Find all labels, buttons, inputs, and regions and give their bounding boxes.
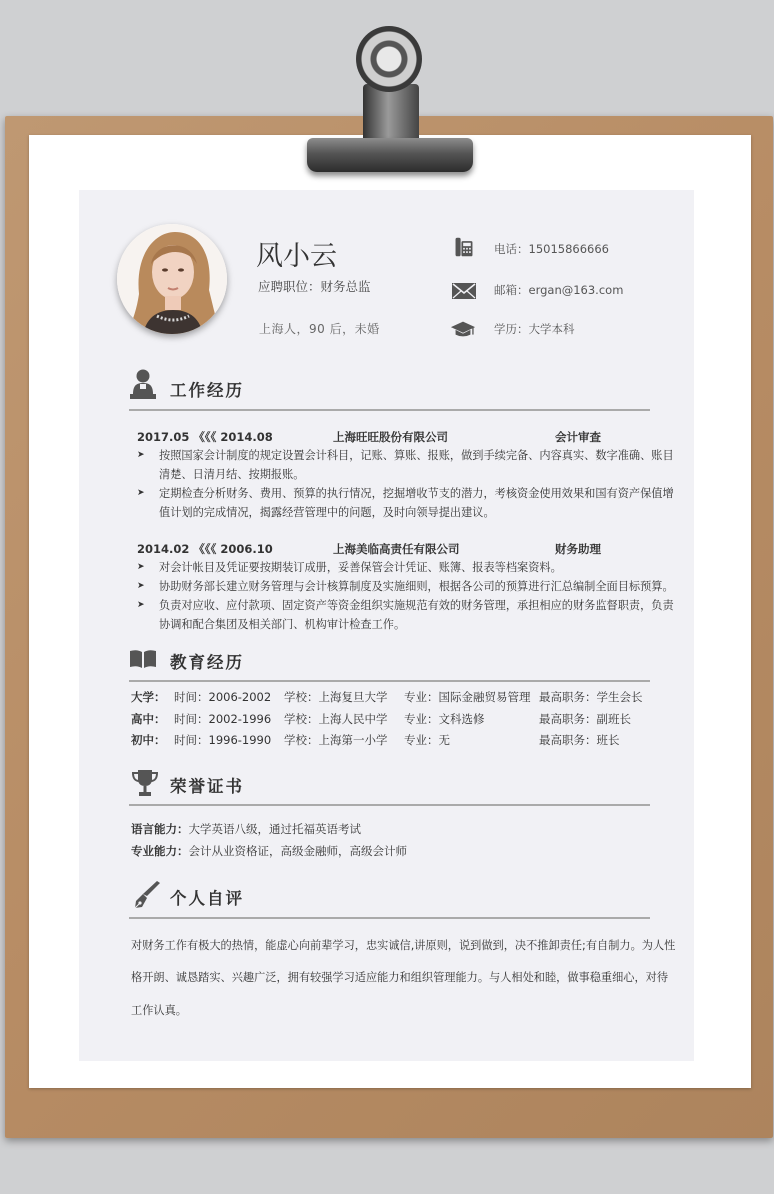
job-duty-line: 清楚、日清月结、按期报账。 xyxy=(159,468,305,481)
honors-section-title: 荣誉证书 xyxy=(170,777,244,796)
edu-school: 学校：上海人民中学 xyxy=(284,712,388,726)
edu-major: 专业：无 xyxy=(404,733,450,747)
trophy-icon xyxy=(131,768,159,798)
edu-school: 学校：上海复旦大学 xyxy=(284,690,388,704)
job-duty-line: 值计划的完成情况，揭露经营管理中的问题，及时向领导提出建议。 xyxy=(159,506,495,519)
edu-duty: 最高职务：副班长 xyxy=(539,712,631,726)
self-eval-line: 格开朗、诚恳踏实、兴趣广泛，拥有较强学习适应能力和组织管理能力。与人相处和睦，做事稳重细心，对待 xyxy=(131,971,669,984)
education-divider xyxy=(129,680,650,682)
self-eval-divider xyxy=(129,917,650,919)
edu-level: 初中： xyxy=(131,733,166,747)
bullet-arrow-icon: ➤ xyxy=(137,450,145,460)
edu-time: 时间：1996-1990 xyxy=(174,733,272,747)
work-divider xyxy=(129,409,650,411)
pen-nib-icon xyxy=(133,880,163,910)
binder-clip-neck xyxy=(363,84,419,146)
edu-major: 专业：文科选修 xyxy=(404,712,485,726)
job-duty-line: 对会计帐目及凭证要按期装订成册，妥善保管会计凭证、账簿、报表等档案资料。 xyxy=(159,561,562,574)
avatar-photo xyxy=(117,224,227,334)
job-period: 2017.05 《《《 2014.08 xyxy=(137,430,273,444)
education-text: 学历：大学本科 xyxy=(494,322,575,336)
binder-clip xyxy=(307,138,473,172)
edu-school: 学校：上海第一小学 xyxy=(284,733,388,747)
job-duty-line: 协调和配合集团及相关部门、机构审计检查工作。 xyxy=(159,618,406,631)
job-duty-line: 负责对应收、应付款项、固定资产等资金组织实施规范有效的财务管理，承担相应的财务监督职责，负责 xyxy=(159,599,674,612)
phone-text: 电话：15015866666 xyxy=(494,242,609,256)
self-eval-line: 工作认真。 xyxy=(131,1004,187,1017)
edu-duty: 最高职务：学生会长 xyxy=(539,690,643,704)
language-label: 语言能力： xyxy=(131,822,189,836)
target-position: 应聘职位：财务总监 xyxy=(258,279,371,294)
education-section-title: 教育经历 xyxy=(170,653,244,672)
edu-time: 时间：2006-2002 xyxy=(174,690,272,704)
professional-ability xyxy=(131,843,407,859)
worker-icon xyxy=(128,368,158,400)
bullet-arrow-icon: ➤ xyxy=(137,562,145,572)
phone-icon xyxy=(451,236,477,258)
job-company: 上海旺旺股份有限公司 xyxy=(333,430,448,444)
candidate-name: 风小云 xyxy=(256,241,337,272)
language-value: 大学英语八级，通过托福英语考试 xyxy=(188,822,361,836)
open-book-icon xyxy=(129,649,157,669)
professional-value: 会计从业资格证，高级金融师，高级会计师 xyxy=(188,844,407,858)
language-ability xyxy=(131,821,361,837)
envelope-icon xyxy=(451,280,477,302)
bullet-arrow-icon: ➤ xyxy=(137,600,145,610)
bullet-arrow-icon: ➤ xyxy=(137,488,145,498)
bullet-arrow-icon: ➤ xyxy=(137,581,145,591)
graduation-cap-icon xyxy=(450,318,476,340)
job-company: 上海美临高责任有限公司 xyxy=(333,542,460,556)
job-role: 财务助理 xyxy=(555,542,601,556)
job-duty-line: 按照国家会计制度的规定设置会计科目，记账、算账、报账，做到手续完备、内容真实、数字准确、账目 xyxy=(159,449,674,462)
edu-duty: 最高职务：班长 xyxy=(539,733,620,747)
job-period: 2014.02 《《《 2006.10 xyxy=(137,542,273,556)
honors-divider xyxy=(129,804,650,806)
job-duty-line: 定期检查分析财务、费用、预算的执行情况，挖掘增收节支的潜力，考核资金使用效果和国有资产保值增 xyxy=(159,487,674,500)
edu-time: 时间：2002-1996 xyxy=(174,712,272,726)
edu-major: 专业：国际金融贸易管理 xyxy=(404,690,531,704)
personal-info: 上海人，90 后，未婚 xyxy=(259,322,380,336)
binder-clip-ring xyxy=(356,26,422,92)
email-text: 邮箱：ergan@163.com xyxy=(494,283,624,297)
work-section-title: 工作经历 xyxy=(170,381,244,400)
self-eval-section-title: 个人自评 xyxy=(170,889,244,908)
avatar xyxy=(117,224,227,334)
self-eval-line: 对财务工作有极大的热情，能虚心向前辈学习，忠实诚信,讲原则，说到做到，决不推卸责任;有自制力。为人性 xyxy=(131,939,676,952)
edu-level: 高中： xyxy=(131,712,166,726)
edu-level: 大学： xyxy=(131,690,166,704)
job-role: 会计审查 xyxy=(555,430,601,444)
professional-label: 专业能力： xyxy=(131,844,189,858)
job-duty-line: 协助财务部长建立财务管理与会计核算制度及实施细则，根据各公司的预算进行汇总编制全面目标预算。 xyxy=(159,580,674,593)
